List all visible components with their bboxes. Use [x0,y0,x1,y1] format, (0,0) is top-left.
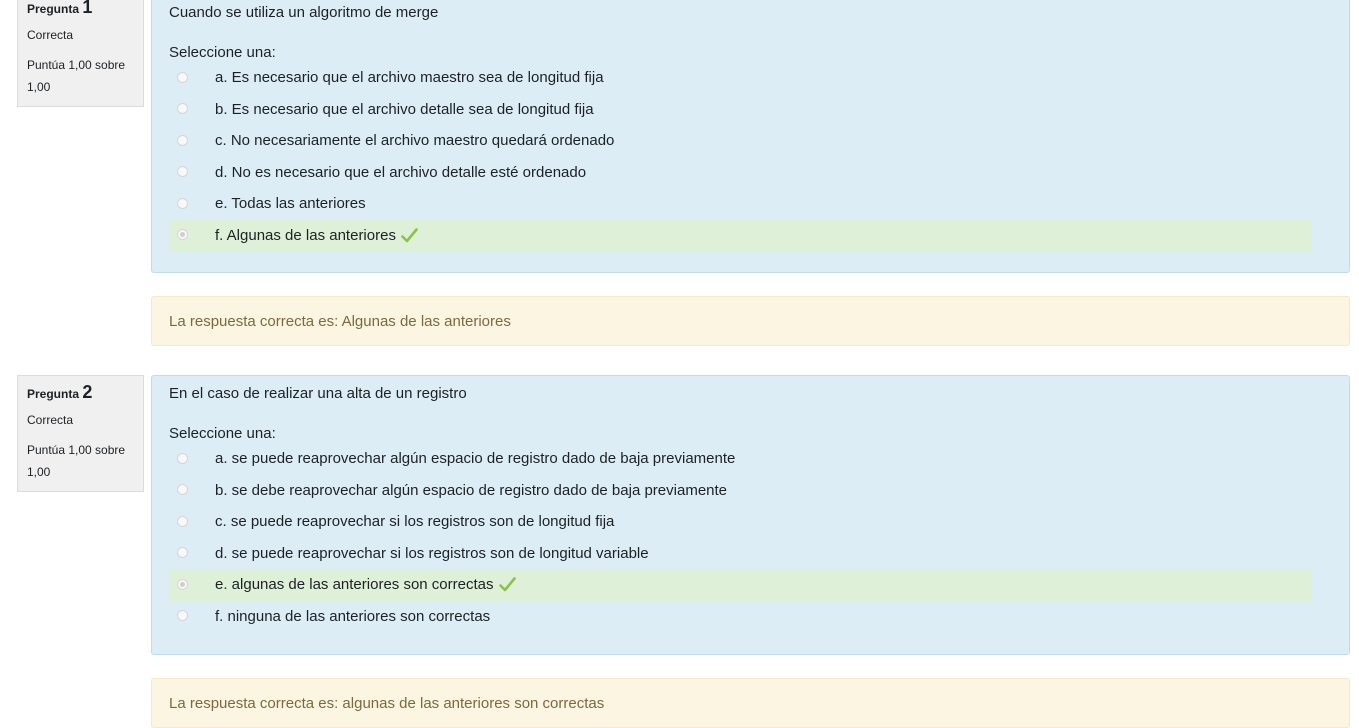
answer-prompt: Seleccione una: [169,425,276,442]
question-state: Correcta [27,413,74,427]
question-text: En el caso de realizar una alta de un registro [169,385,467,402]
answer-prompt: Seleccione una: [169,44,276,61]
question-info-2 [17,375,144,492]
option-label: a. Es necesario que el archivo maestro sea de longitud fija [215,69,604,87]
question-number: 1 [82,0,93,17]
option-label: b. Es necesario que el archivo detalle sea de longitud fija [215,100,594,118]
option-label: f. ninguna de las anteriores son correctas [215,607,491,625]
radio-button[interactable] [177,198,188,209]
feedback-text: La respuesta correcta es: algunas de las anteriores son correctas [169,694,605,712]
option-label: b. se debe reaprovechar algún espacio de registro dado de baja previamente [215,481,728,499]
radio-button[interactable] [177,547,188,558]
question-info-1 [17,0,144,107]
radio-button[interactable] [177,72,188,83]
correct-check-icon [401,228,418,243]
radio-button[interactable] [177,516,188,527]
question-formulation-1 [151,0,1350,273]
correct-answer-feedback-2 [151,678,1350,728]
question-formulation-2 [151,375,1350,655]
question-grade: Puntúa 1,00 sobre 1,00 [27,58,126,94]
option-label: c. se puede reaprovechar si los registros son de longitud fija [215,513,615,531]
answer-option-b[interactable] [169,475,1311,507]
radio-button[interactable] [177,610,188,621]
option-label: a. se puede reaprovechar algún espacio de registro dado de baja previamente [215,450,736,468]
option-label: c. No necesariamente el archivo maestro quedará ordenado [215,132,615,150]
option-label: d. se puede reaprovechar si los registros son de longitud variable [215,544,649,562]
answer-option-a[interactable] [169,443,1311,475]
radio-button[interactable] [177,484,188,495]
correct-answer-feedback-1 [151,296,1350,346]
correct-check-icon [499,577,516,592]
radio-button-selected[interactable] [177,229,188,240]
option-label: f. Algunas de las anteriores [215,226,396,244]
answer-option-e[interactable] [169,569,1311,601]
question-number: 2 [82,382,93,402]
radio-button[interactable] [177,166,188,177]
answer-option-b[interactable] [169,94,1311,126]
radio-button[interactable] [177,135,188,146]
answer-option-e[interactable] [169,188,1311,220]
option-label: d. No es necesario que el archivo detalle esté ordenado [215,163,587,181]
answer-option-f[interactable] [169,220,1311,252]
answer-options [169,443,1349,632]
radio-button[interactable] [177,453,188,464]
option-label: e. Todas las anteriores [215,195,366,213]
answer-options [169,62,1349,251]
answer-option-f[interactable] [169,601,1311,633]
answer-option-c[interactable] [169,125,1311,157]
question-label: Pregunta [27,387,80,401]
radio-button[interactable] [177,103,188,114]
answer-option-d[interactable] [169,157,1311,189]
feedback-text: La respuesta correcta es: Algunas de las anteriores [169,312,511,330]
answer-option-a[interactable] [169,62,1311,94]
answer-option-c[interactable] [169,506,1311,538]
question-label: Pregunta [27,2,80,16]
question-grade: Puntúa 1,00 sobre 1,00 [27,443,126,479]
question-state: Correcta [27,28,74,42]
radio-button-selected[interactable] [177,579,188,590]
answer-option-d[interactable] [169,538,1311,570]
option-label: e. algunas de las anteriores son correctas [215,576,494,594]
question-text: Cuando se utiliza un algoritmo de merge [169,4,439,21]
